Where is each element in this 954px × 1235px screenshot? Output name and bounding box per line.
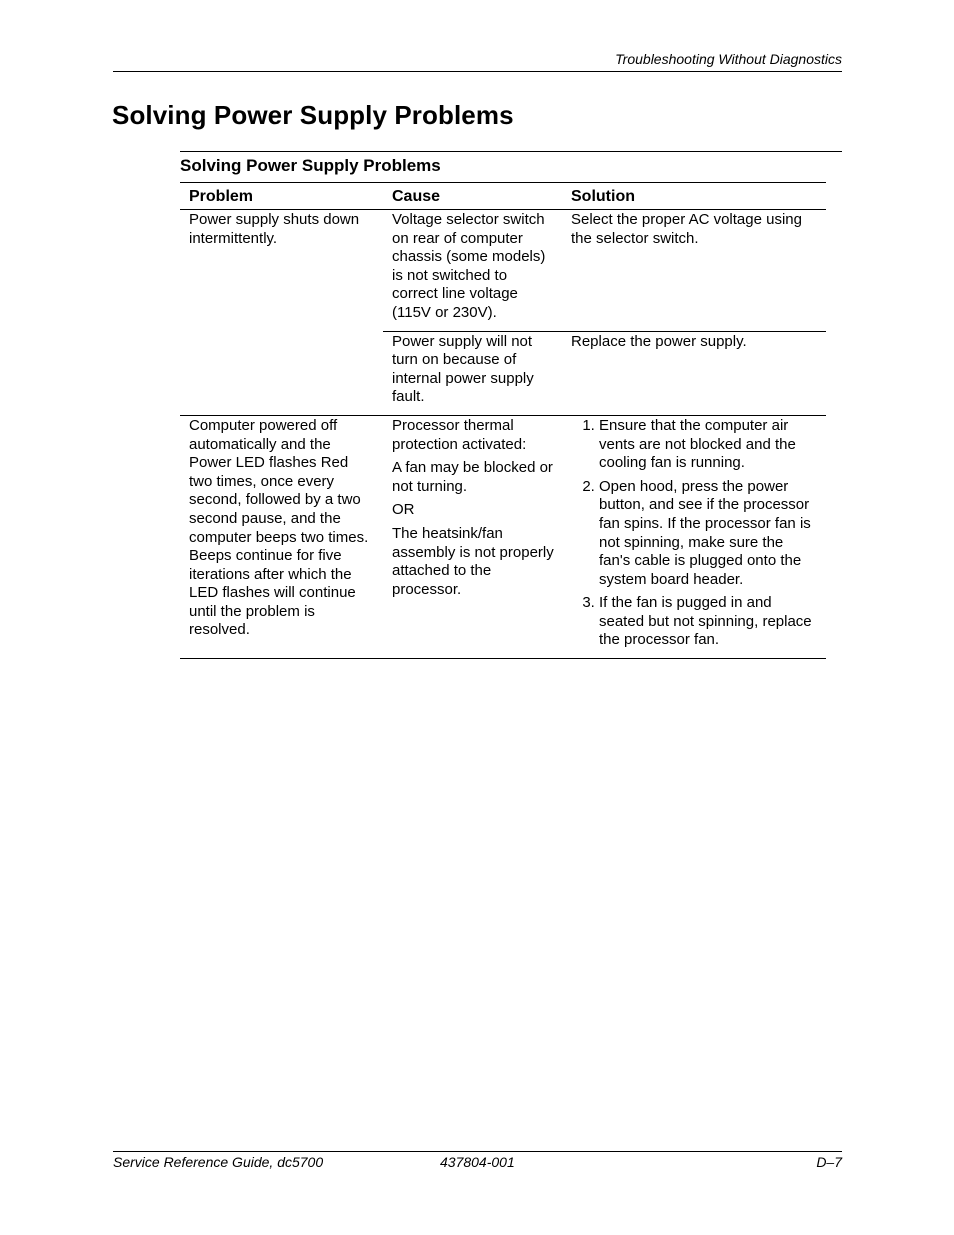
cause-text: The heatsink/fan assembly is not properly attached to the processor. [392, 524, 554, 598]
solution-cell [562, 210, 826, 332]
cause-text: OR [392, 501, 415, 519]
footer-page-number: D–7 [816, 1154, 842, 1170]
solution-cell [562, 415, 826, 658]
solution-step: 3. If the fan is pugged in and seated but not spinning, replace the processor fan. [599, 594, 818, 650]
page-title: Solving Power Supply Problems [112, 100, 514, 130]
cause-cell [383, 331, 562, 415]
solution-text: Select the proper AC voltage using the selector switch. [571, 211, 802, 247]
column-header-solution: Solution [562, 183, 826, 210]
solution-text: Replace the power supply. [571, 332, 747, 350]
cause-text: Processor thermal protection activated: [392, 416, 527, 453]
footer-rule [113, 1151, 842, 1152]
solution-step: 1. Ensure that the computer air vents are not blocked and the cooling fan is running. [599, 417, 818, 473]
header-rule [113, 71, 842, 72]
solution-cell [562, 331, 826, 415]
solution-step: 2. Open hood, press the power button, and see if the processor fan spins. If the processor fan is not spinning, make sure the fan's cable is plugged onto the system board header. [599, 478, 818, 590]
table-title: Solving Power Supply Problems [180, 156, 441, 175]
table-row [180, 210, 826, 332]
table-header-row [180, 183, 826, 210]
running-header: Troubleshooting Without Diagnostics [615, 51, 842, 67]
problem-cell [180, 210, 383, 416]
footer-document-title: Service Reference Guide, dc5700 [113, 1154, 324, 1170]
cause-text: Power supply will not turn on because of internal power supply fault. [392, 332, 534, 406]
table-grid [180, 182, 826, 659]
problem-text: Computer powered off automatically and the Power LED flashes Red two times, once every second, followed by a two second pause, and the computer beeps two times. Beeps continue for five iterations after which the LED flashes will continue until the problem is resolved. [189, 416, 369, 639]
footer-part-number: 437804-001 [440, 1154, 515, 1170]
cause-text: A fan may be blocked or not turning. [392, 459, 553, 495]
solution-steps-list [571, 417, 818, 650]
table-row [180, 415, 826, 658]
column-header-problem: Problem [180, 183, 383, 210]
cause-cell [383, 415, 562, 658]
cause-cell [383, 210, 562, 332]
problem-cell [180, 415, 383, 658]
troubleshooting-table [180, 151, 842, 659]
column-header-cause: Cause [383, 183, 562, 210]
cause-text: Voltage selector switch on rear of computer chassis (some models) is not switched to correct line voltage (115V or 230V). [392, 211, 546, 321]
problem-text: Power supply shuts down intermittently. [189, 211, 360, 247]
